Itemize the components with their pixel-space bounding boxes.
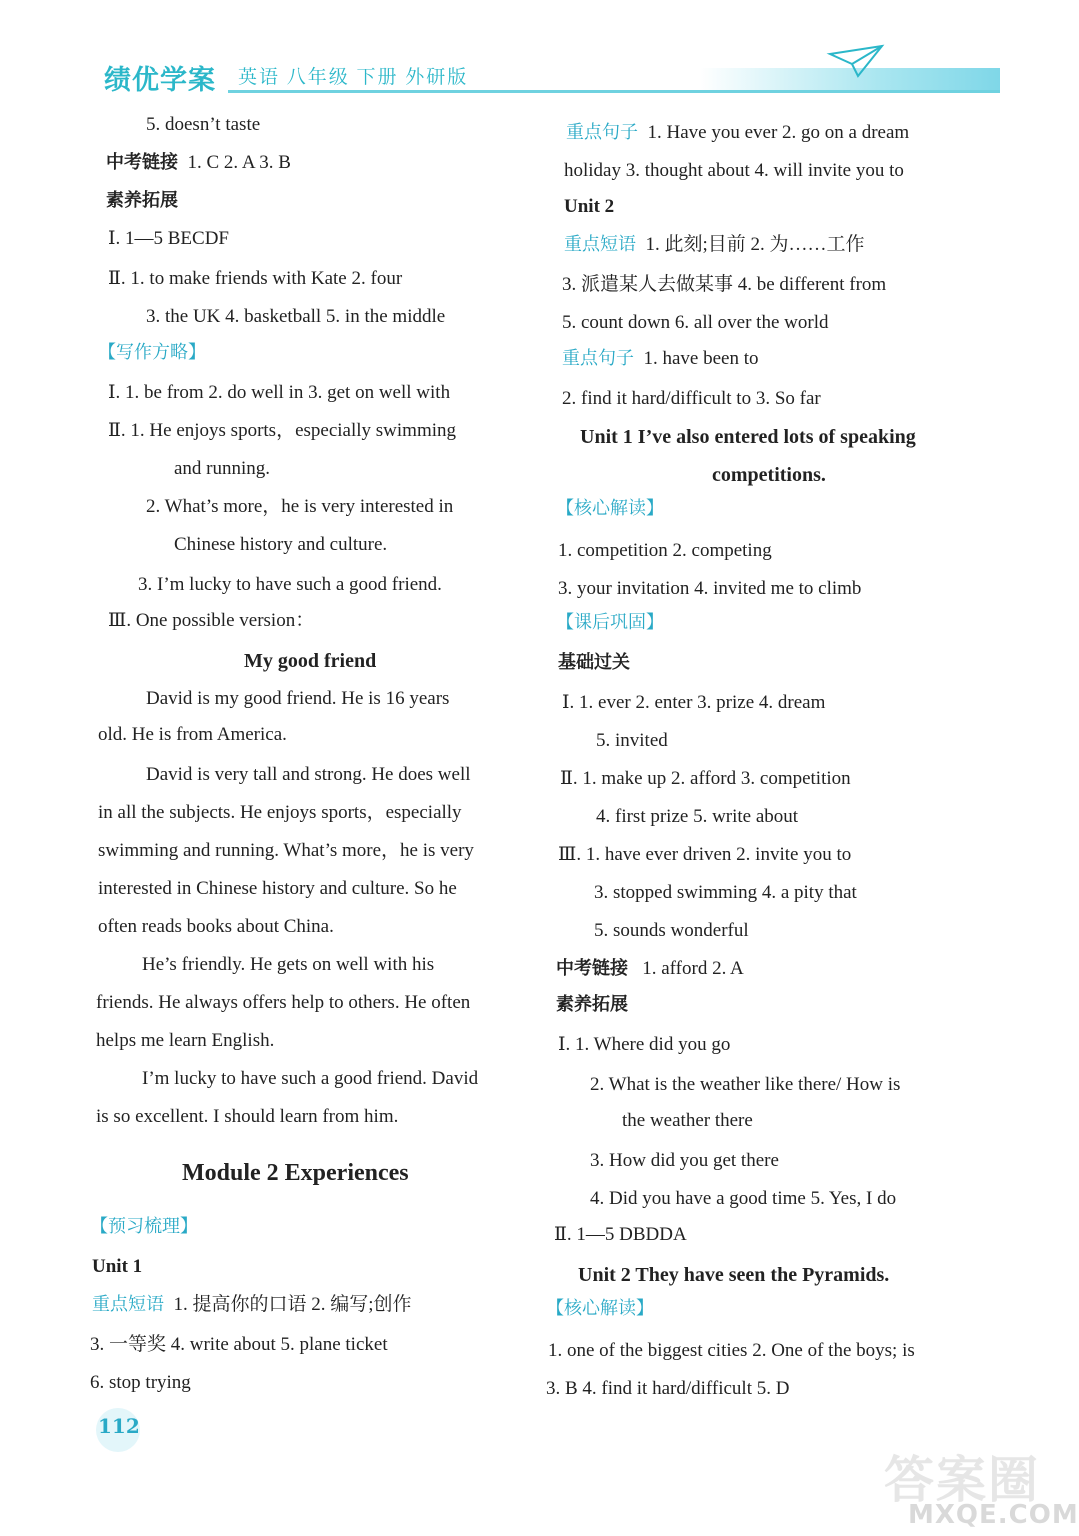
essay-line: David is my good friend. He is 16 years	[146, 688, 450, 709]
answer-line: 3. 派遣某人去做某事 4. be different from	[562, 274, 887, 295]
answer-line: Chinese history and culture.	[174, 534, 388, 555]
essay-line: He’s friendly. He gets on well with his	[142, 954, 435, 975]
answer-line: 5. doesn’t taste	[146, 114, 261, 135]
watermark-url: MXQE.COM	[908, 1500, 1079, 1530]
brand-logo: 绩优学案	[104, 65, 216, 96]
answer-line: 4. Did you have a good time 5. Yes, I do	[590, 1188, 897, 1209]
answer-text: 1. 此刻;目前 2. 为……工作	[645, 234, 865, 255]
section-tag: 重点短语	[564, 234, 636, 255]
unit-title: Unit 2 They have seen the Pyramids.	[578, 1264, 890, 1286]
answer-line: Ⅱ. 1. He enjoys sports，especially swimming	[108, 420, 457, 441]
section-tag: 中考链接	[556, 958, 628, 979]
answer-line: 2. find it hard/difficult to 3. So far	[562, 388, 821, 409]
header-rule	[228, 90, 1000, 93]
section-bracket-heading: 【课后巩固】	[556, 612, 664, 633]
essay-line: David is very tall and strong. He does well	[146, 764, 471, 785]
answer-line: 3. stopped swimming 4. a pity that	[594, 882, 857, 903]
answer-line: 2. What is the weather like there/ How is	[590, 1074, 901, 1095]
page-header	[0, 0, 1059, 100]
section-bracket-heading: 【核心解读】	[556, 498, 664, 519]
section-bracket-heading: 【核心解读】	[546, 1298, 654, 1319]
essay-title: My good friend	[244, 650, 377, 672]
section-tag: 中考链接	[106, 152, 178, 173]
book-subtitle: 英语 八年级 下册 外研版	[238, 67, 469, 88]
section-heading: 基础过关	[558, 652, 630, 673]
answer-line: Ⅰ. 1. ever 2. enter 3. prize 4. dream	[562, 692, 826, 713]
answer-line: Ⅲ. 1. have ever driven 2. invite you to	[558, 844, 852, 865]
answer-line: 5. invited	[596, 730, 668, 751]
unit-heading: Unit 1	[92, 1256, 143, 1277]
unit-title-cont: competitions.	[712, 464, 826, 486]
section-bracket-heading: 【预习梳理】	[90, 1216, 198, 1237]
module-title: Module 2 Experiences	[182, 1160, 409, 1186]
answer-line: 3. 一等奖 4. write about 5. plane ticket	[90, 1334, 388, 1355]
answer-line: 3. your invitation 4. invited me to climb	[558, 578, 862, 599]
page-number: 112	[98, 1414, 140, 1438]
answer-line: 2. What’s more，he is very interested in	[146, 496, 454, 517]
answer-line: Ⅰ. 1. be from 2. do well in 3. get on well with	[108, 382, 451, 403]
answer-text: 1. C 2. A 3. B	[187, 152, 291, 173]
answer-line: 3. B 4. find it hard/difficult 5. D	[546, 1378, 790, 1399]
section-tag: 重点句子	[566, 122, 638, 143]
answer-line	[92, 1292, 412, 1318]
answer-line: Ⅰ. 1. Where did you go	[558, 1034, 731, 1055]
answer-line: Ⅱ. 1. to make friends with Kate 2. four	[108, 268, 403, 289]
essay-line: helps me learn English.	[96, 1030, 275, 1051]
answer-line: Ⅰ. 1—5 BECDF	[108, 228, 229, 249]
answer-text: 1. 提高你的口语 2. 编写;创作	[173, 1294, 412, 1315]
answer-line: Ⅱ. 1—5 DBDDA	[554, 1224, 687, 1245]
section-tag: 重点短语	[92, 1294, 164, 1315]
watermark-logo: 答案圈	[884, 1451, 1040, 1509]
essay-line: friends. He always offers help to others. He often	[96, 992, 471, 1013]
answer-text: 1. have been to	[643, 348, 759, 369]
paper-plane-icon	[828, 44, 884, 80]
answer-line: Ⅱ. 1. make up 2. afford 3. competition	[560, 768, 851, 789]
answer-line	[106, 150, 291, 176]
answer-line	[562, 346, 759, 372]
essay-line: I’m lucky to have such a good friend. David	[142, 1068, 479, 1089]
answer-line: Ⅲ. One possible version：	[108, 610, 315, 631]
answer-line: 1. competition 2. competing	[558, 540, 772, 561]
answer-line: 1. one of the biggest cities 2. One of the boys; is	[548, 1340, 915, 1361]
answer-line: 6. stop trying	[90, 1372, 191, 1393]
answer-line: 3. the UK 4. basketball 5. in the middle	[146, 306, 446, 327]
answer-line: and running.	[174, 458, 271, 479]
answer-line	[566, 120, 909, 146]
essay-line: in all the subjects. He enjoys sports，especially	[98, 802, 462, 823]
unit-title: Unit 1 I’ve also entered lots of speaking	[580, 426, 916, 448]
answer-line: 4. first prize 5. write about	[596, 806, 799, 827]
answer-line: 3. I’m lucky to have such a good friend.	[138, 574, 442, 595]
section-heading: 素养拓展	[106, 190, 178, 211]
answer-line: holiday 3. thought about 4. will invite you to	[564, 160, 904, 181]
answer-line	[564, 232, 865, 258]
unit-heading: Unit 2	[564, 196, 615, 217]
answer-line: 5. count down 6. all over the world	[562, 312, 829, 333]
essay-line: interested in Chinese history and culture. So he	[98, 878, 457, 899]
essay-line: is so excellent. I should learn from him.	[96, 1106, 399, 1127]
section-tag: 重点句子	[562, 348, 634, 369]
answer-line: the weather there	[622, 1110, 753, 1131]
essay-line: swimming and running. What’s more，he is very	[98, 840, 474, 861]
answer-text: 1. Have you ever 2. go on a dream	[647, 122, 910, 143]
answer-line: 5. sounds wonderful	[594, 920, 749, 941]
section-bracket-heading: 【写作方略】	[98, 342, 206, 363]
answer-line: 3. How did you get there	[590, 1150, 779, 1171]
section-heading: 素养拓展	[556, 994, 628, 1015]
essay-line: often reads books about China.	[98, 916, 334, 937]
answer-line	[556, 956, 744, 982]
answer-text: 1. afford 2. A	[642, 958, 744, 979]
essay-line: old. He is from America.	[98, 724, 287, 745]
